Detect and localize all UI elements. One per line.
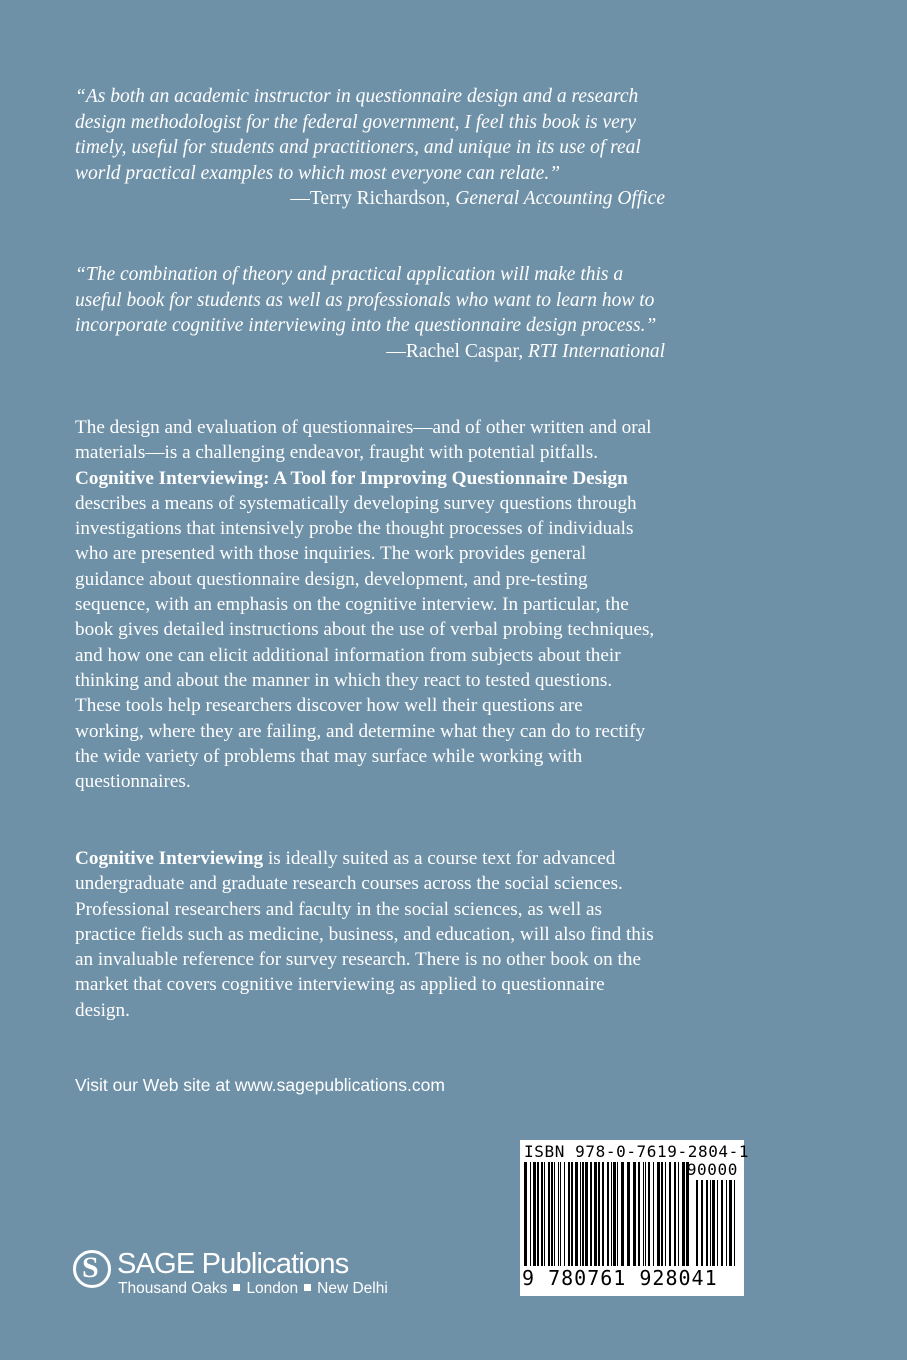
barcode-bar (617, 1162, 618, 1266)
barcode-bar (665, 1162, 666, 1266)
barcode-bar (653, 1162, 654, 1266)
endorsement-quote-2 (75, 262, 665, 364)
barcode-bar (551, 1162, 553, 1266)
book-title: Cognitive Interviewing: A Tool for Improving Questionnaire Design (75, 467, 628, 489)
paragraph-body: is ideally suited as a course text for advanced undergraduate and graduate research courses across the social sciences. Professional researchers and faculty in the social sciences, as well as practice fields such as medicine, business, and education, will also find this an invaluable reference for survey research. There is no other book on the market that covers cognitive interviewing as applied to questionnaire design. (75, 848, 654, 1021)
barcode-bar (633, 1162, 636, 1266)
quote-organization: General Accounting Office (455, 188, 665, 210)
barcode-bar (575, 1162, 578, 1266)
barcode-bar (721, 1180, 723, 1266)
barcode-bar (648, 1162, 650, 1266)
barcode-bar (533, 1162, 536, 1266)
endorsement-quote-1 (75, 84, 665, 212)
publisher-cities (118, 1280, 388, 1298)
barcode-bar (544, 1162, 545, 1266)
barcode-bar (734, 1180, 735, 1266)
barcode-bar (726, 1180, 727, 1266)
quote-attribution (75, 339, 665, 365)
quote-organization: RTI International (527, 340, 665, 362)
barcode-bar (548, 1162, 550, 1266)
barcode-bar (657, 1162, 660, 1266)
barcode-bar (696, 1180, 698, 1266)
isbn-barcode (520, 1140, 750, 1296)
price-barcode-bars (696, 1180, 738, 1266)
publisher-name: SAGE Publications (117, 1248, 349, 1280)
barcode-bar (558, 1162, 559, 1266)
barcode-bar (568, 1162, 570, 1266)
barcode-bar (710, 1180, 711, 1266)
barcode-bar (712, 1180, 715, 1266)
barcode-bar (627, 1162, 630, 1266)
barcode-bar (571, 1162, 573, 1266)
logo-letter: S (82, 1251, 99, 1284)
description-paragraph-2 (75, 846, 655, 1023)
barcode-bar (669, 1162, 671, 1266)
city: London (246, 1280, 299, 1297)
barcode-bar (607, 1162, 609, 1266)
barcode-bar (643, 1162, 644, 1266)
barcode-bar (645, 1162, 646, 1266)
isbn-label: ISBN 978-0-7619-2804-1 (524, 1142, 750, 1161)
quote-author: —Terry Richardson, (290, 188, 451, 210)
barcode-bar (717, 1180, 718, 1266)
barcode-bar (611, 1162, 612, 1266)
barcode-bar (560, 1162, 561, 1266)
paragraph-body: describes a means of systematically developing survey questions through investigations that intensively probe the thought processes of individuals who are presented with those inquiries. The work provides general guidance about questionnaire design, development, and pre-testing sequence, with an emphasis on the cognitive interview. In particular, the book gives detailed instructions about the use of verbal probing techniques, and how one can elicit additional information from subjects about their thinking and about the manner in which they react to tested questions. These tools help researchers discover how well their questions are working, where they are failing, and determine what they can do to rectify the wide variety of problems that may surface while working with questionnaires. (75, 492, 655, 793)
barcode-bar (682, 1162, 685, 1266)
quote-text: “The combination of theory and practical application will make this a useful book for students as well as professionals who want to learn how to incorporate cognitive interviewing into the questionnaire design process.” (75, 264, 657, 337)
barcode-bar (661, 1162, 663, 1266)
barcode-bar (580, 1162, 581, 1266)
barcode-bar (541, 1162, 543, 1266)
barcode-bar (524, 1162, 527, 1266)
barcode-bar (701, 1180, 703, 1266)
ean-digits: 9 780761 928041 (522, 1266, 718, 1290)
barcode-bar (706, 1180, 708, 1266)
city: Thousand Oaks (118, 1280, 228, 1297)
barcode-bar (530, 1162, 531, 1266)
website-line: Visit our Web site at www.sagepublications.com (75, 1075, 445, 1095)
barcode-bar (678, 1162, 679, 1266)
square-bullet-icon (304, 1284, 311, 1291)
square-bullet-icon (233, 1284, 240, 1291)
barcode-bar (537, 1162, 539, 1266)
barcode-bar (621, 1162, 624, 1266)
barcode-bar (613, 1162, 616, 1266)
city: New Delhi (317, 1280, 388, 1297)
barcode-bar (598, 1162, 600, 1266)
book-short-title: Cognitive Interviewing (75, 848, 264, 869)
barcode-bar (638, 1162, 640, 1266)
barcode-bar (554, 1162, 555, 1266)
barcode-bar (564, 1162, 565, 1266)
barcode-bars (524, 1162, 692, 1266)
barcode-bar (582, 1162, 584, 1266)
paragraph-intro: The design and evaluation of questionnaires—and of other written and oral materials—is a challenging endeavor, fraught with potential pitfalls. (75, 417, 652, 464)
quote-attribution (75, 186, 665, 212)
quote-author: —Rachel Caspar, (386, 340, 524, 362)
barcode-bar (602, 1162, 604, 1266)
barcode-bar (590, 1162, 592, 1266)
barcode-bar (585, 1162, 588, 1266)
barcode-bar (674, 1162, 676, 1266)
price-code: 90000 (686, 1160, 738, 1179)
quote-text: “As both an academic instructor in questionnaire design and a research design methodologist for the federal government, I feel this book is very timely, useful for students and practitioners, and unique in its use of real world practical examples to which most everyone can relate.” (75, 86, 641, 184)
barcode-bar (594, 1162, 597, 1266)
description-paragraph-1 (75, 415, 655, 794)
barcode-bar (729, 1180, 732, 1266)
